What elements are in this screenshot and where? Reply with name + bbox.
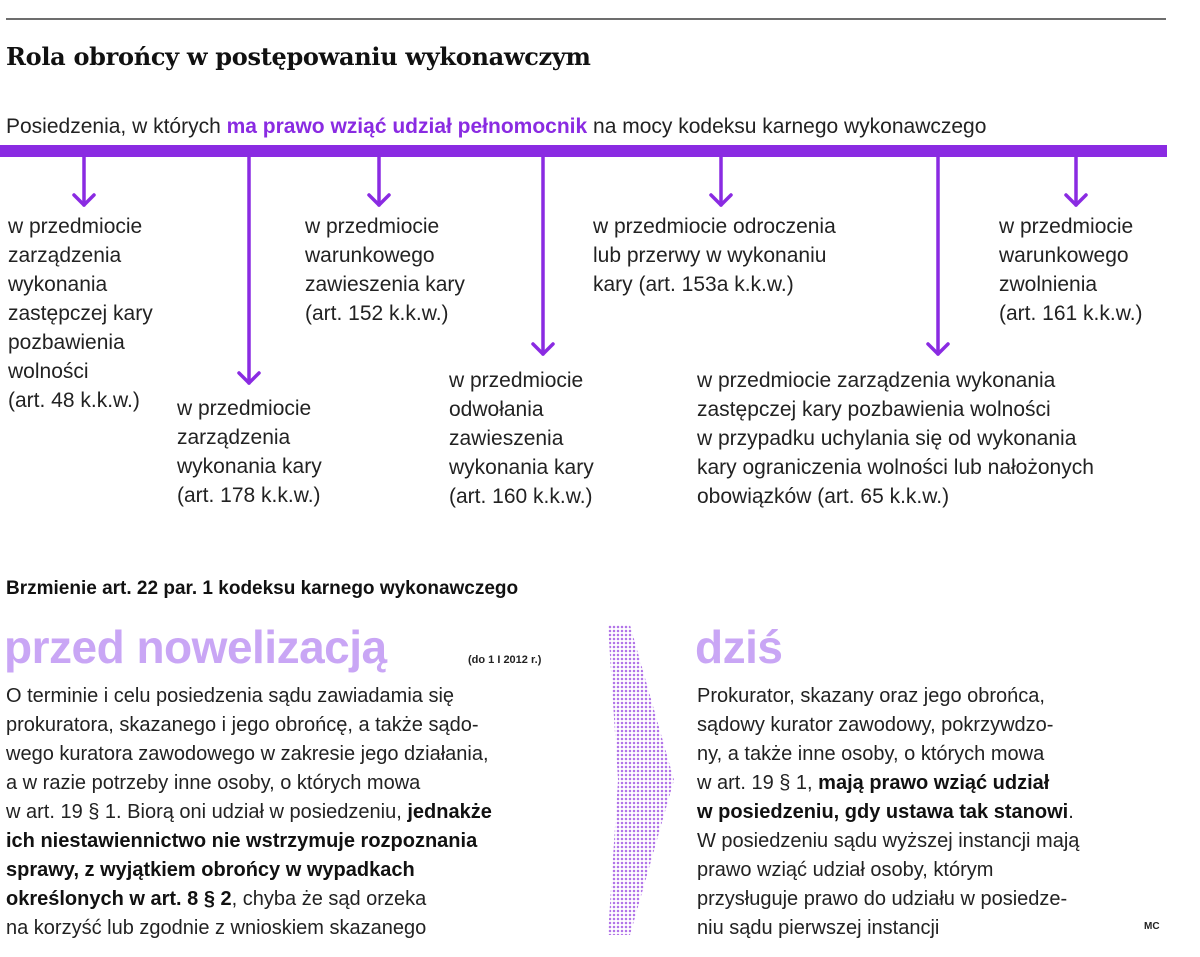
meeting-label-3: w przedmiocie warunkowego zawieszenia kary (art. 152 k.k.w.) [305, 215, 465, 325]
meeting-label-6: w przedmiocie zarządzenia wykonania zastępczej kary pozbawienia wolności w przypadku uchylania się od wykonania kary ograniczenia wolności lub nałożonych obowiązków (art. 65 k.k.w.) [697, 369, 1094, 508]
arrows-layer [0, 0, 1200, 400]
meeting-label-5: w przedmiocie odroczenia lub przerwy w wykonaniu kary (art. 153a k.k.w.) [593, 215, 836, 296]
after-heading: dziś [695, 621, 783, 673]
arrow-5-icon [711, 157, 731, 205]
meeting-label-2: w przedmiocie zarządzenia wykonania kary (art. 178 k.k.w.) [177, 397, 322, 507]
arrow-7-icon [1066, 157, 1086, 205]
meeting-label-7: w przedmiocie warunkowego zwolnienia (art. 161 k.k.w.) [999, 215, 1143, 325]
after-paragraph: Prokurator, skazany oraz jego obrońca, sądowy kurator zawodowy, pokrzywdzo- ny, a także inne osoby, o których mowa w art. 19 § 1, mają prawo wziąć udział w posiedzeniu, gdy ustawa tak stanowi. W posiedzeniu sądu wyższej instancji mają prawo wziąć udział osoby, którym przysługuje prawo do udziału w posiedze- niu sądu pierwszej instancji [697, 685, 1080, 939]
author-credit: MC [1144, 921, 1160, 932]
arrow-1-icon [74, 157, 94, 205]
subtitle-post: na mocy kodeksu karnego wykonawczego [587, 115, 987, 138]
halftone-divider [608, 625, 678, 935]
arrow-4-icon [533, 157, 553, 354]
before-paragraph: O terminie i celu posiedzenia sądu zawiadamia się prokuratora, skazanego i jego obrońcę, a także sądo- wego kuratora zawodowego w zakresie jego działania, a w razie potrzeby inne osoby, o których mowa w art. 19 § 1. Biorą oni udział w posiedzeniu, jednakże ich niestawiennictwo nie wstrzymuje rozpoznania sprawy, z wyjątkiem obrońcy w wypadkach określonych w art. 8 § 2, chyba że sąd orzeka na korzyść lub zgodnie z wnioskiem skazanego [6, 685, 492, 939]
arrow-3-icon [369, 157, 389, 205]
meeting-label-4: w przedmiocie odwołania zawieszenia wykonania kary (art. 160 k.k.w.) [449, 369, 594, 508]
page-title: Rola obrońcy w postępowaniu wykonawczym [6, 42, 591, 71]
before-heading: przed nowelizacją [4, 621, 387, 673]
subtitle-pre: Posiedzenia, w których [6, 115, 227, 138]
subtitle-highlight: ma prawo wziąć udział pełnomocnik [226, 115, 588, 138]
arrow-6-icon [928, 157, 948, 354]
before-date-note: (do 1 I 2012 r.) [468, 654, 542, 666]
meeting-label-1: w przedmiocie zarządzenia wykonania zastępczej kary pozbawienia wolności (art. 48 k.k.w.) [8, 215, 153, 412]
arrow-2-icon [239, 157, 259, 383]
section-title: Brzmienie art. 22 par. 1 kodeksu karnego wykonawczego [6, 578, 519, 599]
